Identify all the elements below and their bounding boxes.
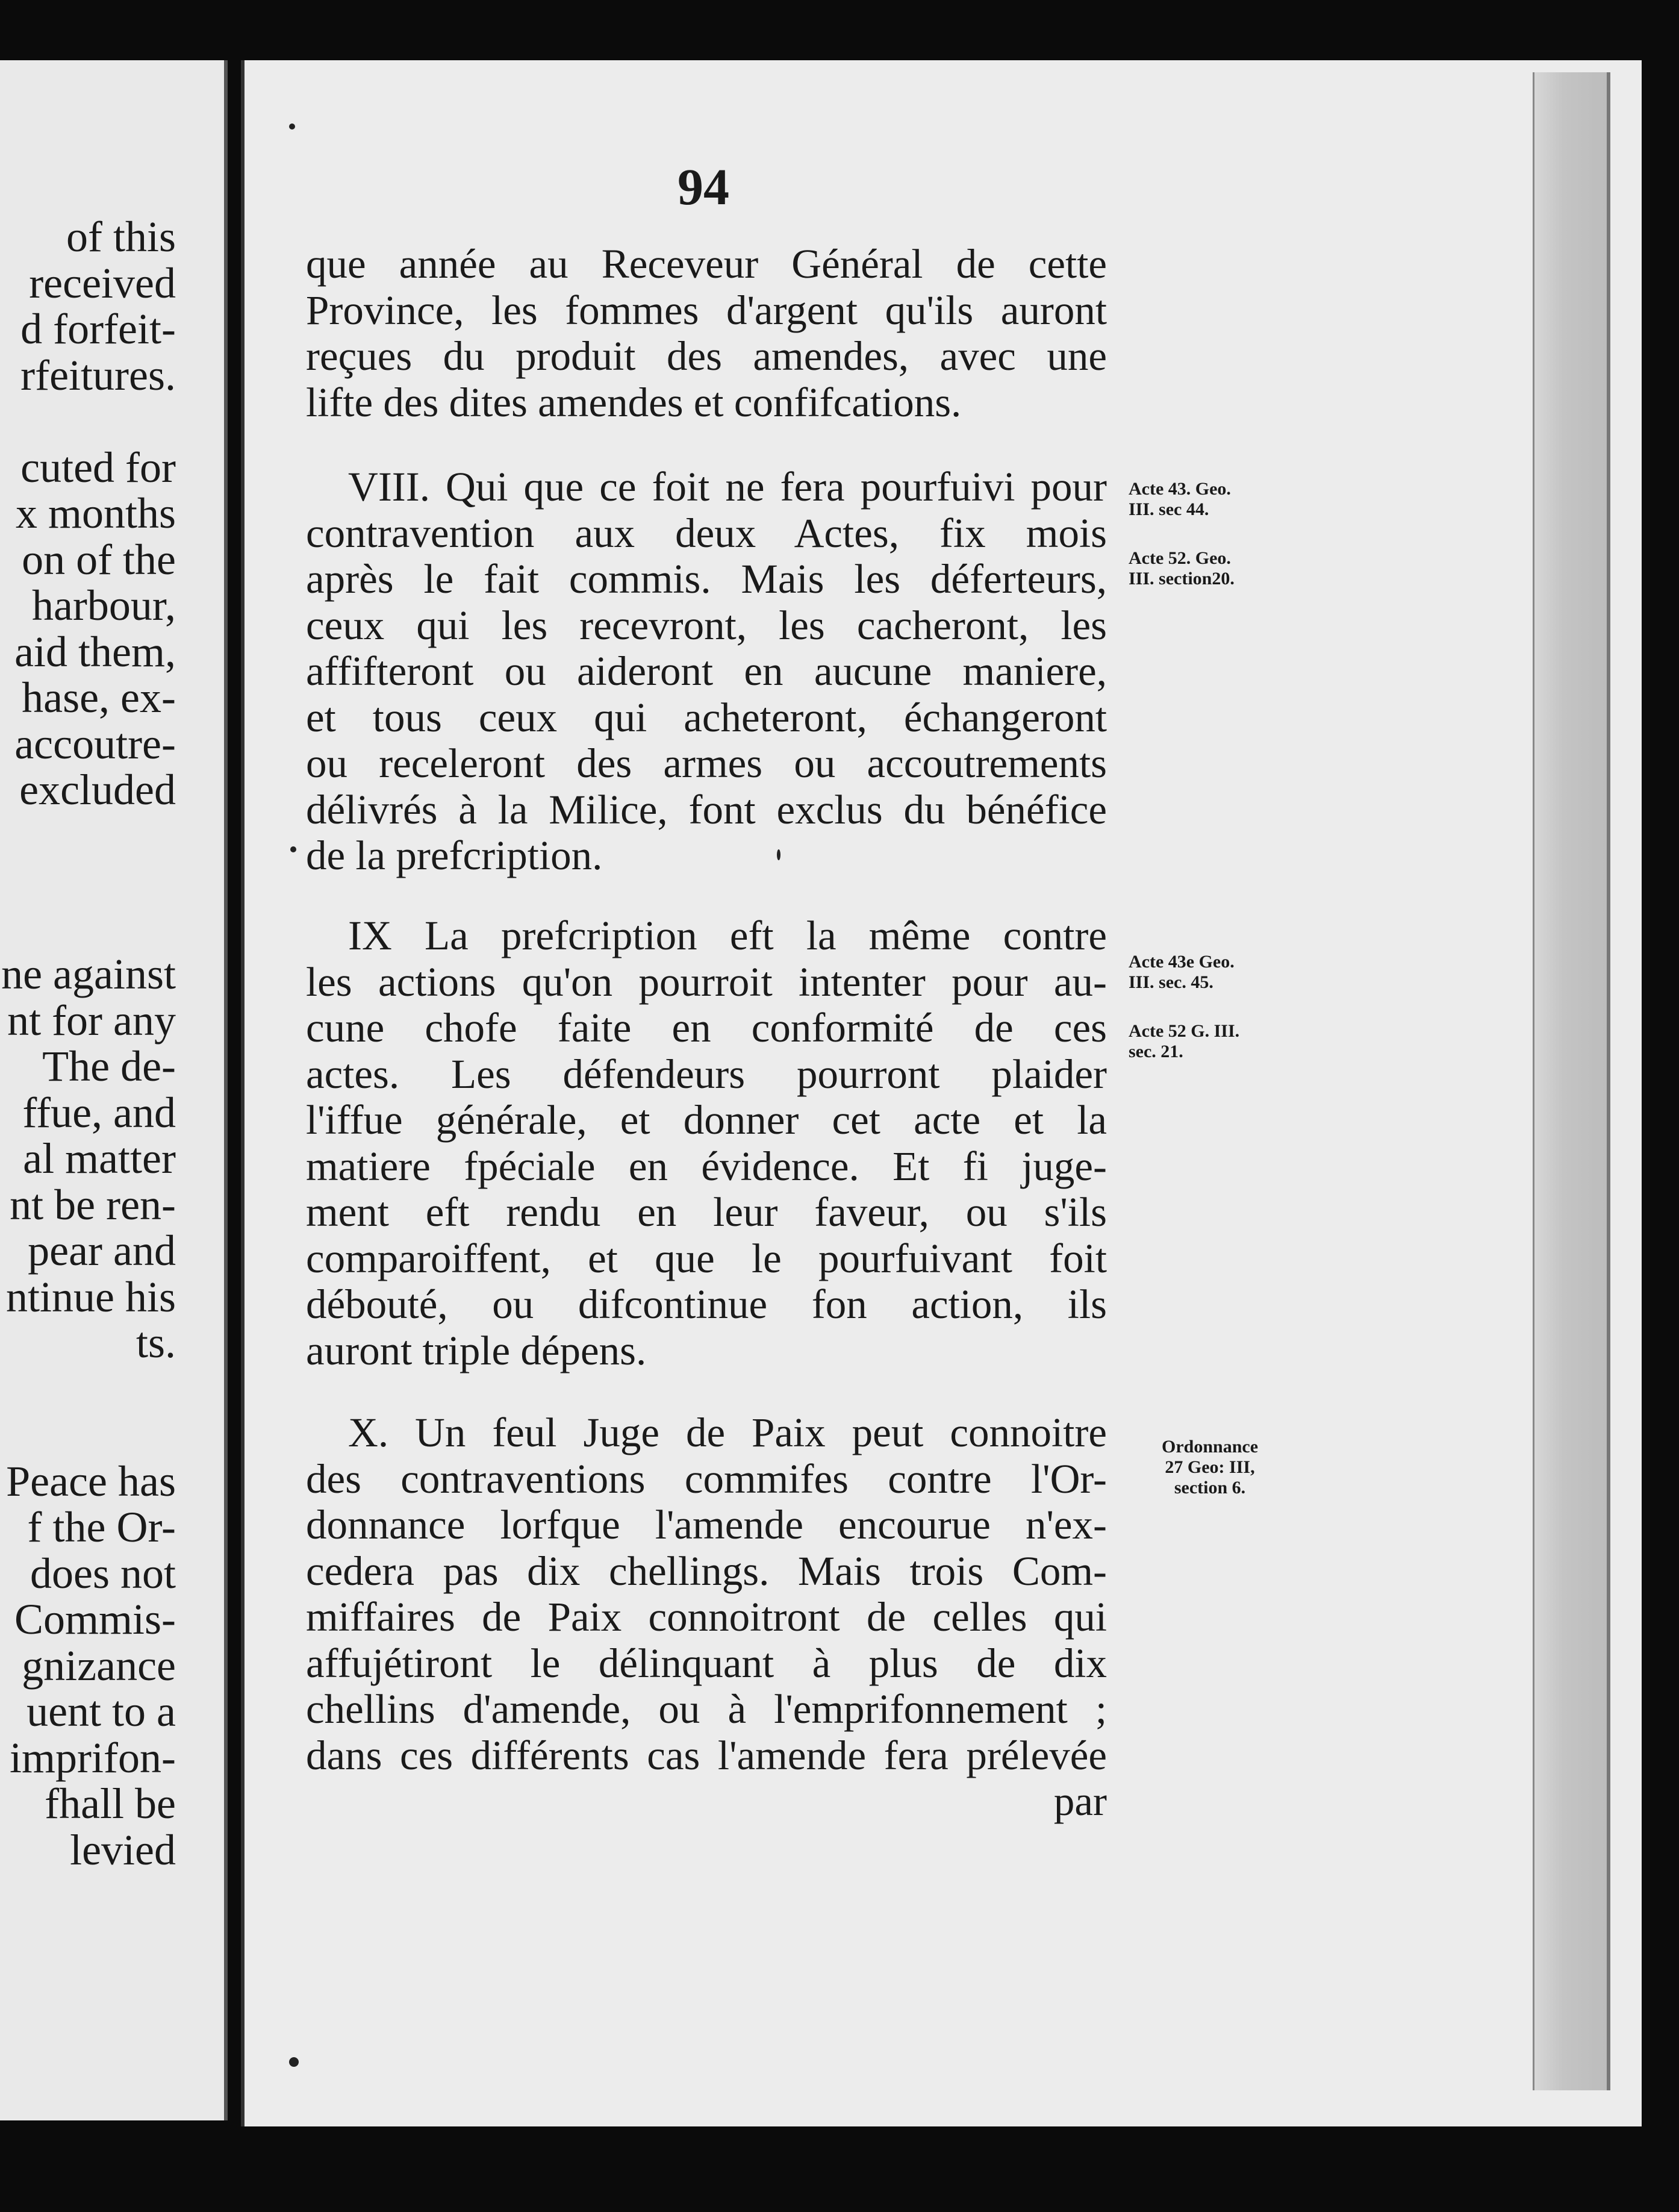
left-page-line: The de- — [42, 1042, 176, 1090]
left-page-line: Commis- — [14, 1595, 176, 1643]
left-page-line: d forfeit- — [20, 305, 176, 353]
left-page-line: imprifon- — [10, 1733, 176, 1782]
margin-note-line: sec. 21. — [1129, 1042, 1183, 1061]
text-line: les actions qu'on pourroit intenter pour au- — [306, 958, 1107, 1005]
text-line: débouté, ou difcontinue fon action, ils — [306, 1281, 1107, 1327]
margin-note-line: Acte 52 G. III. — [1129, 1021, 1240, 1041]
text-line: miffaires de Paix connoitront de celles qui — [306, 1594, 1107, 1640]
text-line: matiere fpéciale en évidence. Et fi juge- — [306, 1143, 1107, 1189]
paragraph-viii — [306, 464, 1107, 879]
left-page-line: received — [29, 258, 176, 307]
left-page-line: nt be ren- — [10, 1180, 176, 1229]
paragraph-ix — [306, 913, 1107, 1373]
text-line: ment eft rendu en leur faveur, ou s'ils — [306, 1189, 1107, 1235]
left-page-line: al matter — [23, 1134, 176, 1183]
left-page-line: aid them, — [14, 627, 176, 676]
text-line: IX La prefcription eft la même contre — [348, 913, 1107, 958]
text-line: chellins d'amende, ou à l'emprifonnement ; — [306, 1686, 1107, 1732]
text-line: des contraventions commifes contre l'Or- — [306, 1455, 1107, 1502]
left-page-line: pear and — [28, 1226, 176, 1275]
catchword: par — [1053, 1778, 1107, 1824]
scan-speck — [289, 123, 295, 130]
text-line: VIII. Qui que ce foit ne fera pourfuivi pour — [348, 464, 1107, 510]
left-page-line: ne against — [1, 950, 176, 998]
text-line: ou receleront des armes ou accoutrements — [306, 740, 1107, 786]
scan-speck — [290, 846, 296, 852]
text-line: ceux qui les recevront, les cacheront, les — [306, 602, 1107, 648]
left-page-line: x months — [15, 489, 176, 537]
left-page-line: ntinue his — [6, 1272, 176, 1321]
text-line: donnance lorfque l'amende encourue n'ex- — [306, 1502, 1107, 1548]
margin-note-line: Acte 52. Geo. — [1129, 548, 1231, 568]
left-page-line: ffue, and — [22, 1088, 176, 1137]
text-line: X. Un feul Juge de Paix peut connoitre — [348, 1410, 1107, 1455]
left-page-line: rfeitures. — [20, 351, 176, 399]
text-line: l'iffue générale, et donner cet acte et la — [306, 1097, 1107, 1143]
left-page-line: gnizance — [22, 1641, 176, 1690]
left-page-line: on of the — [22, 535, 176, 584]
text-line: reçues du produit des amendes, avec une — [306, 333, 1107, 379]
text-line: délivrés à la Milice, font exclus du bénéfice — [306, 786, 1107, 833]
left-page-line: harbour, — [31, 581, 176, 630]
text-line: dans ces différents cas l'amende fera prélevée — [306, 1732, 1107, 1778]
page-stack-edge — [1533, 72, 1610, 2090]
text-line: cune chofe faite en conformité de ces — [306, 1005, 1107, 1051]
left-page-line: hase, ex- — [22, 673, 176, 722]
left-page-line: does not — [30, 1549, 176, 1598]
margin-note-line: 27 Geo: III, — [1165, 1457, 1255, 1477]
text-line: comparoiffent, et que le pourfuivant foit — [306, 1235, 1107, 1281]
text-line: cedera pas dix chellings. Mais trois Com- — [306, 1548, 1107, 1594]
text-line: contravention aux deux Actes, fix mois — [306, 510, 1107, 556]
left-page-line: of this — [66, 213, 176, 261]
margin-note-line: III. sec 44. — [1129, 499, 1209, 519]
margin-note — [1129, 1021, 1309, 1062]
text-line: affujétiront le délinquant à plus de dix — [306, 1640, 1107, 1686]
paragraph-continuation — [306, 241, 1107, 425]
left-page-line: accoutre- — [14, 719, 176, 768]
margin-note — [1129, 479, 1309, 520]
left-page-line: cuted for — [20, 443, 176, 492]
text-line: de la prefcription. — [306, 833, 603, 878]
left-facing-page — [0, 60, 228, 2120]
text-line: que année au Receveur Général de cette — [306, 241, 1107, 287]
margin-note-line: Ordonnance — [1161, 1437, 1259, 1457]
margin-note-line: Acte 43e Geo. — [1129, 952, 1235, 972]
margin-note-line: III. sec. 45. — [1129, 972, 1213, 992]
paragraph-x — [306, 1410, 1107, 1825]
left-page-line: excluded — [19, 766, 176, 814]
margin-note — [1129, 952, 1309, 993]
left-page-line: ts. — [136, 1319, 176, 1367]
left-page-line: f the Or- — [27, 1503, 176, 1551]
text-line: actes. Les défendeurs pourront plaider — [306, 1051, 1107, 1097]
left-page-line: fhall be — [45, 1779, 176, 1828]
margin-note-line: section 6. — [1174, 1478, 1246, 1498]
scan-speck — [289, 2057, 299, 2067]
margin-note-line: Acte 43. Geo. — [1129, 479, 1231, 499]
margin-note — [1129, 548, 1309, 589]
text-line: lifte des dites amendes et confifcations. — [306, 379, 962, 425]
text-line: Province, les fommes d'argent qu'ils auront — [306, 287, 1107, 333]
text-line: auront triple dépens. — [306, 1327, 647, 1373]
left-page-line: levied — [70, 1825, 176, 1874]
page-number: 94 — [678, 158, 729, 216]
text-line: après le fait commis. Mais les déferteurs, — [306, 556, 1107, 602]
left-page-line: nt for any — [7, 996, 176, 1045]
scan-speck — [777, 849, 780, 860]
text-line: affifteront ou aideront en aucune maniere, — [306, 648, 1107, 694]
margin-note — [1129, 1437, 1291, 1498]
margin-note-line: III. section20. — [1129, 569, 1235, 589]
left-page-line: Peace has — [6, 1457, 176, 1505]
left-page-line: uent to a — [26, 1687, 176, 1736]
text-line: et tous ceux qui acheteront, échangeront — [306, 694, 1107, 740]
